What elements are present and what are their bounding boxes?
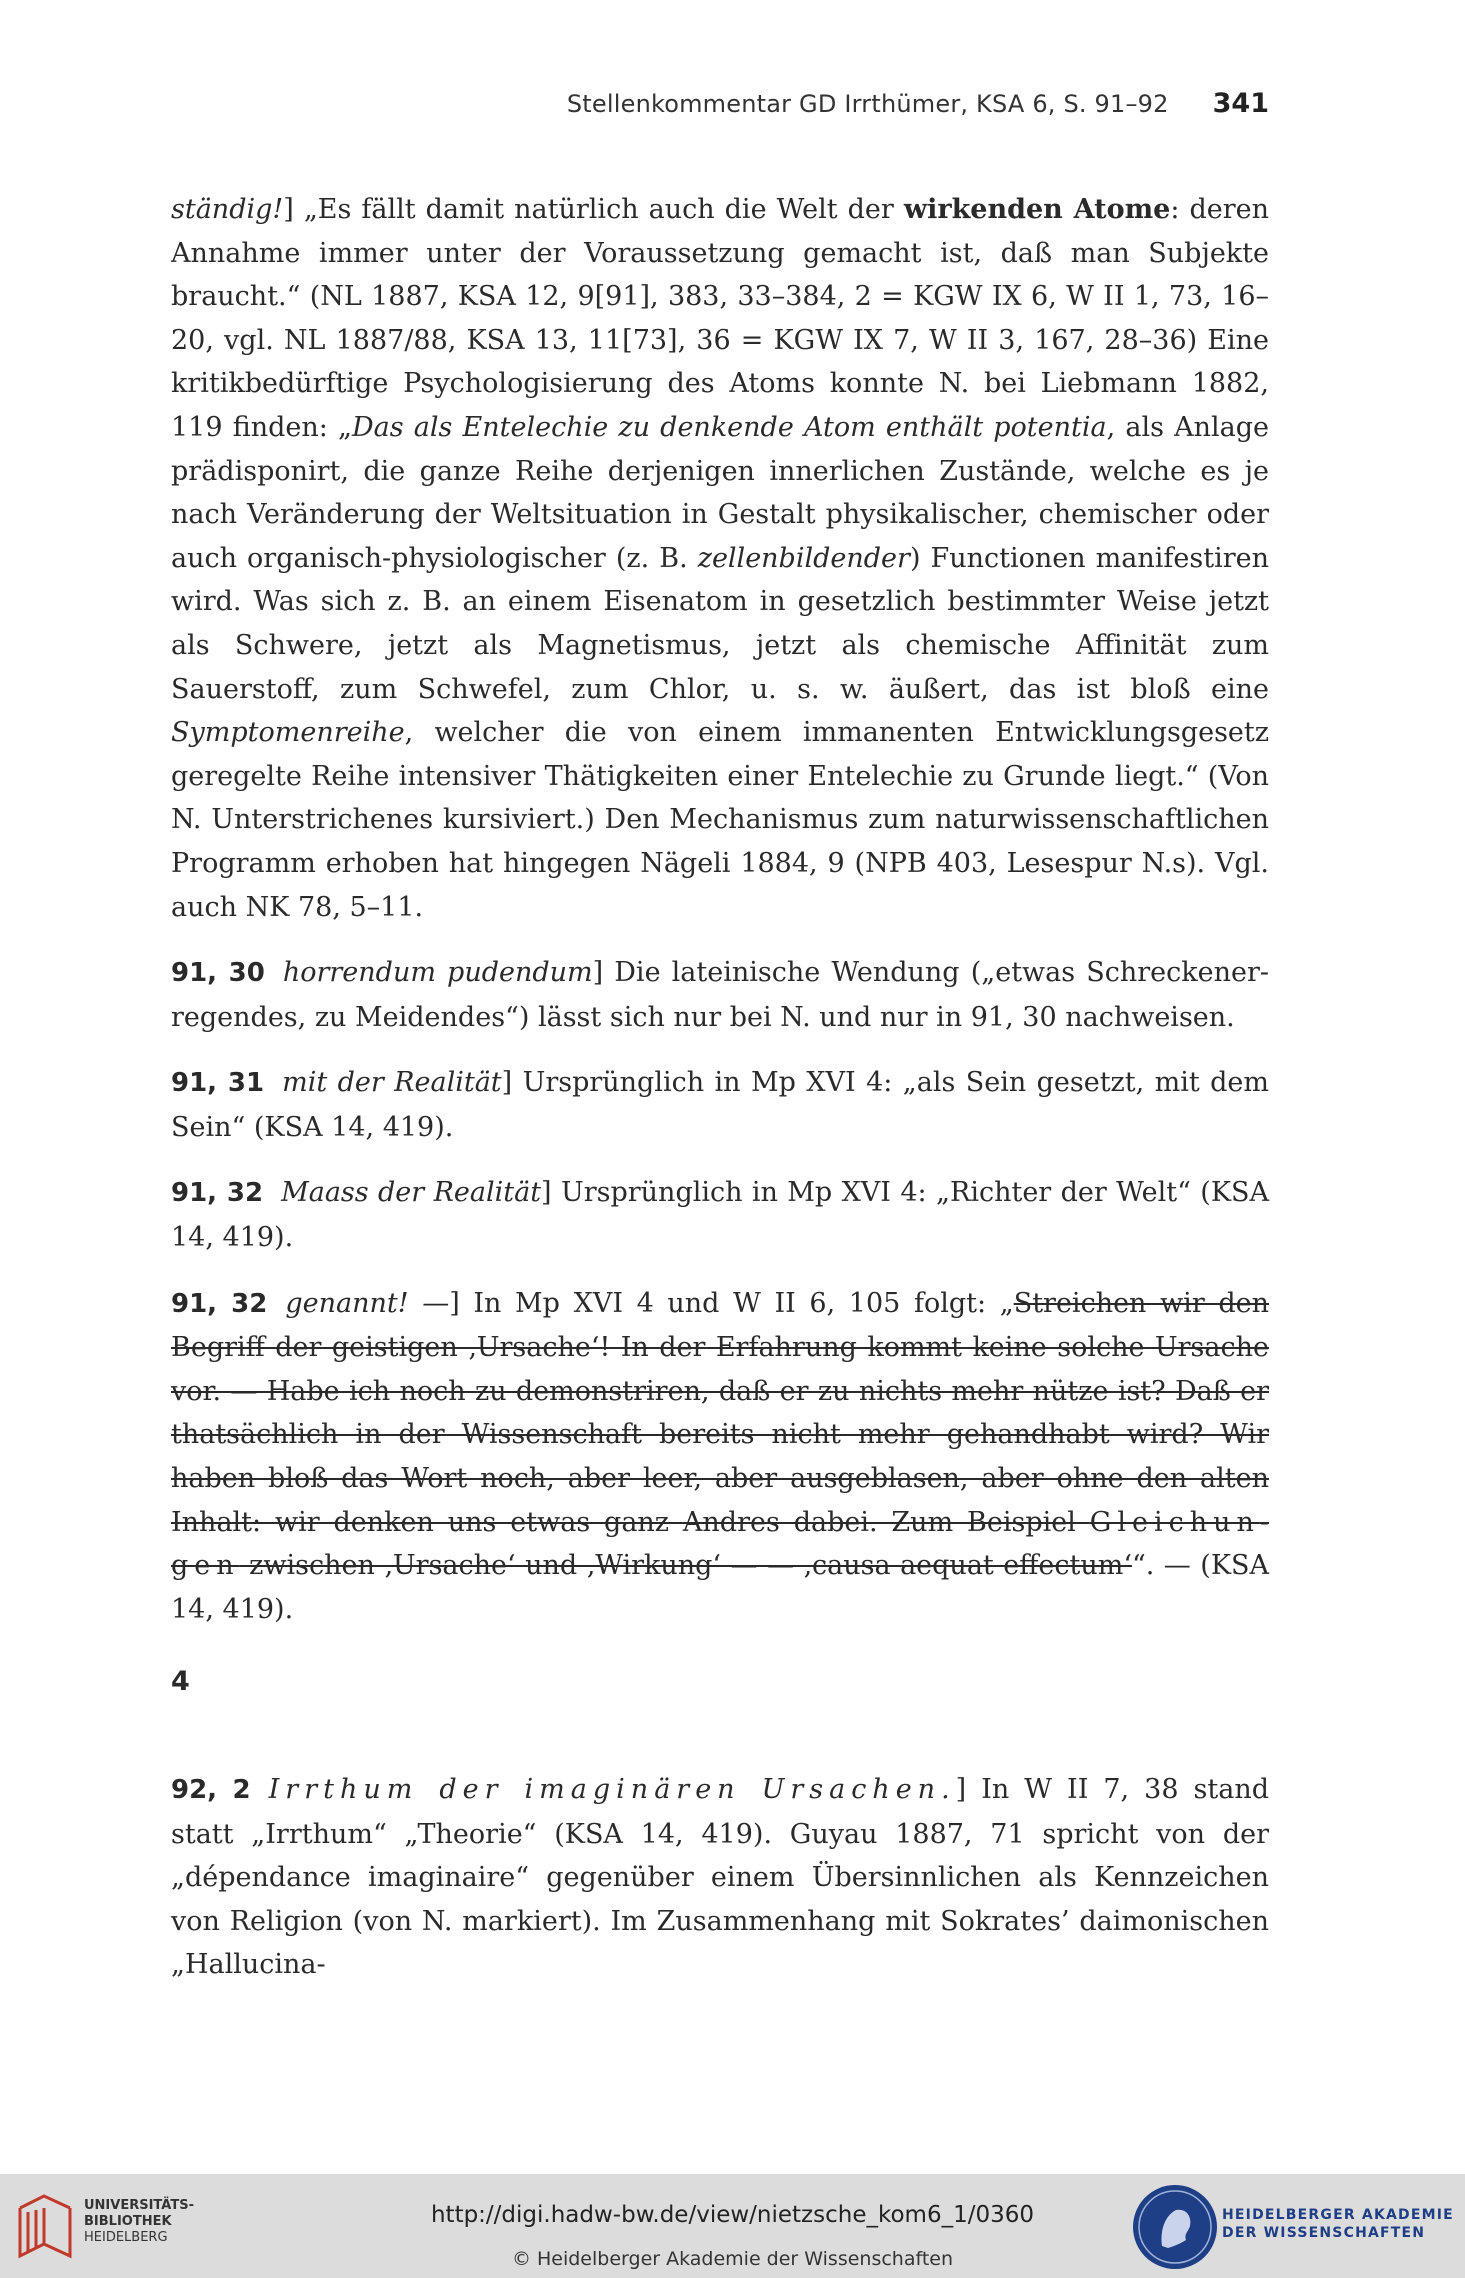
italic-term: zellenbildender [697,542,910,574]
commentary-body [171,188,1269,1631]
lemma: mit der Realität [282,1067,502,1099]
entry-text: ] In Mp XVI 4 und W II 6, 105 folgt: „ [449,1287,1014,1319]
text-run: , als Anlage prädisponirt, die ganze Reihe derjenigen innerlichen Zustände, welche es je nach Veränderung der Weltsituation in Gestalt physikalischer, chemischer oder auch organisch-physiologischer (z. B. [171,411,1269,574]
entry-text: ] Ursprünglich in Mp XVI 4: „Richter der Welt“ (KSA 14, 419). [171,1177,1270,1254]
section-number: 4 [171,1666,190,1697]
bold-term: wirkenden Atome [903,194,1171,225]
commentary-entry [171,1768,1269,1987]
struck-spaced-text: Gleichungen [171,1506,1269,1582]
line-reference: 91, 32 [171,1288,268,1319]
entry-text: ] Die lateinische Wendung („etwas Schreckenerregendes, zu Meidendes“) lässt sich nur bei N. und nur in 91, 30 nachweisen. [171,957,1269,1033]
commentary-entry [171,1282,1269,1632]
commentary-entry [171,1171,1269,1259]
academy-name-line: HEIDELBERGER AKADEMIE [1222,2207,1454,2223]
text-run: : deren Annahme immer unter der Voraussetzung gemacht ist, daß man Subjekte braucht.“ (NL 1887, KSA 12, 9[91], 383, 33–384, 2 = KGW IX 6, W II 1, 73, 16–20, vgl. NL 1887/88, KSA 13, 11[73], 36 = KGW IX 7, W II 3, 167, 28–36) Eine kritikbedürftige Psychologisierung des Atoms konnte N. bei Liebmann 1882, 119 finden: „ [171,194,1269,443]
italic-quote: Das als Entelechie zu denkende Atom enthält potentia [352,411,1107,443]
entry-text: “. — (KSA 14, 419). [171,1550,1269,1625]
line-reference: 92, 2 [171,1775,251,1805]
line-reference: 91, 30 [171,958,265,989]
text-run: ] „Es fällt damit natürlich auch die Welt der [283,194,904,225]
academy-name-line: DER WISSENSCHAFTEN [1222,2225,1426,2241]
entry-text: ] In W II 7, 38 stand statt „Irrthum“ „Theorie“ (KSA 14, 419). Guyau 1887, 71 spricht von der „dépendance imaginaire“ gegenüber einem Übersinnlichen als Kennzeichen von Religion (von N. markiert). Im Zusammenhang mit Sokrates’ daimonischen „Hallucina- [171,1774,1270,1981]
lemma: genannt! — [285,1287,450,1319]
digitization-footer [0,2174,1465,2278]
running-header [171,88,1269,132]
lemma-fragment: ständig! [171,194,284,225]
library-name-line: HEIDELBERG [84,2230,168,2245]
lemma: Irrthum der imaginären Ursachen. [268,1774,956,1805]
lemma: Maass der Realität [281,1177,542,1209]
paragraph-continued [171,188,1269,929]
text-run: , welcher die von einem immanenten Entwicklungsgesetz geregelte Reihe intensiver Thätigkeiten einer Entelechie zu Grunde liegt.“ (Von N. Unterstrichenes kursiviert.) Den Mechanismus zum naturwissenschaftlichen Programm erhoben hat hingegen Nägeli 1884, 9 (NPB 403, Lesespur N.s). Vgl. auch NK 78, 5–11. [171,717,1269,923]
academy-name [1222,2206,1454,2242]
academy-seal-icon [1130,2182,1220,2272]
text-run: ) Functionen manifestiren wird. Was sich z. B. an einem Eisenatom in gesetzlich bestimmter Weise jetzt als Schwere, jetzt als Magnetismus, jetzt als chemische Affinität zum Sauerstoff, zum Schwefel, zum Chlor, u. s. w. äußert, das ist bloß eine [171,542,1269,705]
italic-term: Symptomenreihe [171,717,405,749]
source-url-link[interactable]: http://digi.hadw-bw.de/view/nietzsche_kom6_1/0360 [430,2202,1035,2228]
line-reference: 91, 32 [171,1178,264,1209]
library-name-line: BIBLIOTHEK [84,2214,172,2229]
struck-text: Streichen wir den Begriff der geistigen ‚Ursache‘! In der Erfahrung kommt keine solche Ursache vor. — Habe ich noch zu demonstriren, daß er zu nichts mehr nütze ist? Daß er thatsächlich in der Wissenschaft bereits nicht mehr gehandhabt wird? Wir haben bloß das Wort noch, aber leer, aber ausgeblasen, aber ohne den alten Inhalt: wir denken uns etwas ganz Andres dabei. Zum Beispiel [171,1287,1270,1538]
library-name-line: UNIVERSITÄTS- [84,2198,194,2213]
commentary-entry [171,951,1269,1039]
lemma: horrendum pudendum [282,957,593,989]
commentary-entry [171,1061,1269,1149]
page-number: 341 [1212,88,1269,119]
running-title: Stellenkommentar GD Irrthümer, KSA 6, S. 91–92 [566,90,1169,118]
struck-text: zwischen ‚Ursache‘ und ‚Wirkung‘ — — ‚causa aequat effectum‘ [239,1550,1132,1582]
copyright-notice: © Heidelberger Akademie der Wissenschaften [511,2248,954,2270]
commentary-body-continued [171,1768,1269,1987]
entry-text: ] Ursprünglich in Mp XVI 4: „als Sein gesetzt, mit dem Sein“ (KSA 14, 419). [171,1067,1269,1143]
line-reference: 91, 31 [171,1068,265,1099]
